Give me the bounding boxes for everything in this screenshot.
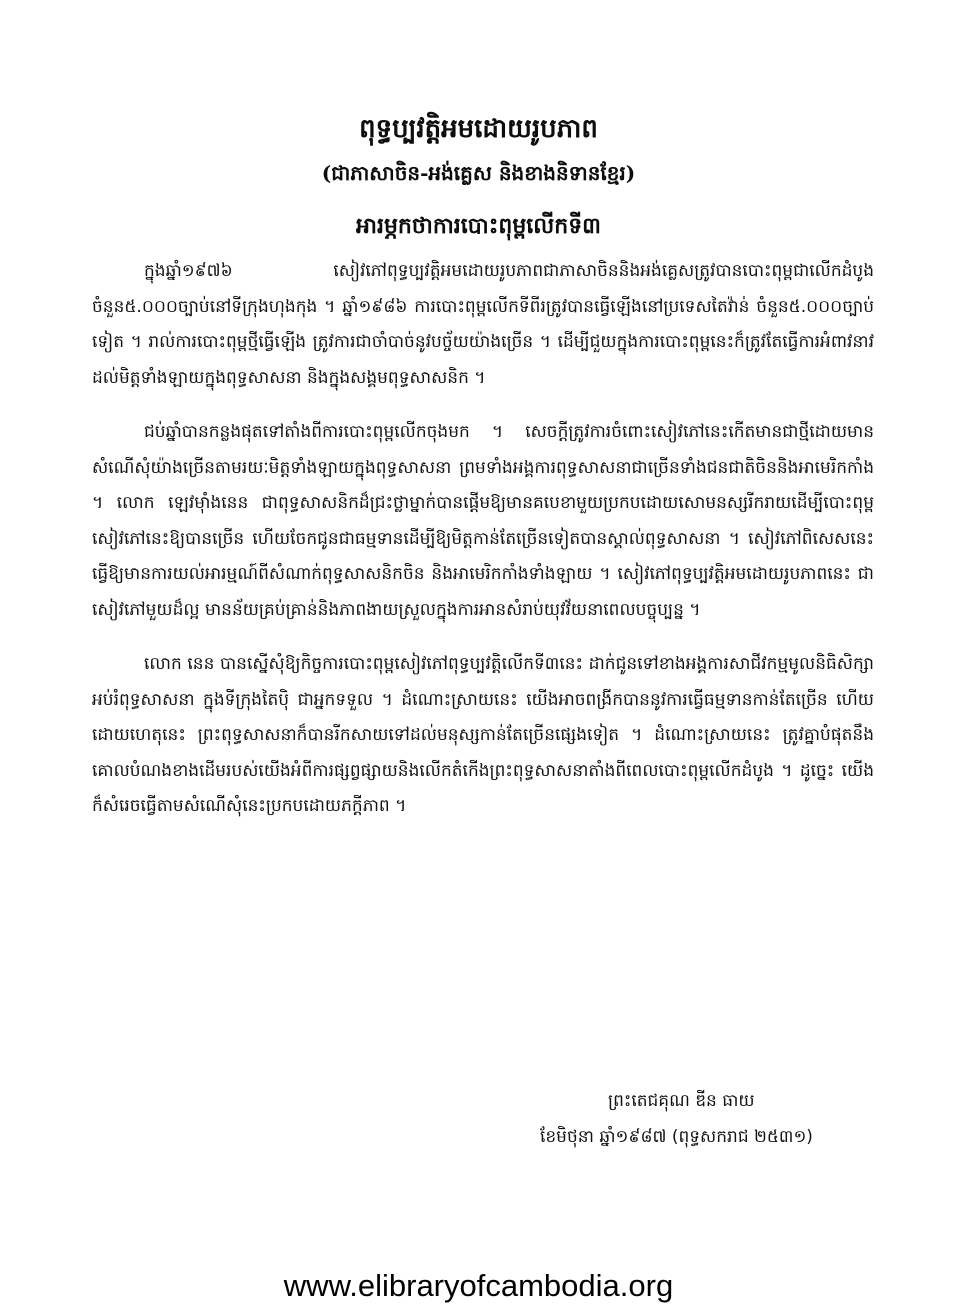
document-subtitle: (ជាភាសាចិន-អង់គ្លេស និងខាងនិទានខ្មែរ) bbox=[321, 161, 636, 185]
paragraph-3: លោក នេន បានស្នើសុំឱ្យកិច្ចការបោះពុម្ពសៀវភៅពុទ្ធប្បវត្តិលើកទី៣នេះ ដាក់ជូនទៅខាងអង្គការសាជីវកម្មមូលនិធិសិក្សាអប់រំពុទ្ធសាសនា ក្នុងទីក្រុងតៃប៉ិ ជាអ្នកទទួល ។ ដំណោះស្រាយនេះ យើងអាចពង្រីកបាននូវការធ្វើធម្មទានកាន់តែច្រើន ហើយដោយហេតុនេះ ព្រះពុទ្ធសាសនាក៏បានរីកសាយទៅដល់មនុស្សកាន់តែច្រើនផ្សេងទៀត ។ ដំណោះស្រាយនេះ ត្រូវគ្នាបំផុតនឹងគោលបំណងខាងដើមរបស់យើងអំពីការផ្សព្វផ្សាយនិងលើកតំកើងព្រះពុទ្ធសាសនាតាំងពីពេលបោះពុម្ពលើកដំបូង ។ ដូច្នេះ យើងក៏សំរេចធ្វើតាមសំណើសុំនេះប្រកបដោយភក្ដីភាព ។ bbox=[92, 654, 874, 816]
signature-line: ព្រះតេជគុណ ឌីន ធាយ bbox=[608, 1091, 755, 1111]
preface-body bbox=[92, 254, 874, 844]
preface-heading: អារម្ភកថាការបោះពុម្ពលើកទី៣ bbox=[356, 213, 601, 239]
paragraph-2: ជប់ឆ្នាំបានកន្លងផុតទៅតាំងពីការបោះពុម្ពលើកចុងមក ។ សេចក្ដីត្រូវការចំពោះសៀវភៅនេះកើតមានជាថ្មីដោយមានសំណើសុំយ៉ាងច្រើនតាមរយៈមិត្តទាំងឡាយក្នុងពុទ្ធសាសនា ព្រមទាំងអង្គការពុទ្ធសាសនាជាច្រើនទាំងជនជាតិចិននិងអាមេរិកកាំង ។ លោក ឡេវម៉ាំងនេន ជាពុទ្ធសាសនិកដ៏ជ្រះថ្លាម្នាក់បានផ្ដើមឱ្យមានគបេខាមួយប្រកបដោយសោមនស្សរីករាយដើម្បីបោះពុម្ពសៀវភៅនេះឱ្យបានច្រើន ហើយចែកជូនជាធម្មទានដើម្បីឱ្យមិត្តកាន់តែច្រើនទៀតបានស្គាល់ពុទ្ធសាសនា ។ សៀវភៅពិសេសនេះធ្វើឱ្យមានការយល់អារម្មណ៍ពីសំណាក់ពុទ្ធសាសនិកចិន និងអាមេរិកកាំងទាំងឡាយ ។ សៀវភៅពុទ្ធប្បវត្តិអមដោយរូបភាពនេះ ជាសៀវភៅមួយដ៏ល្អ មានន័យគ្រប់គ្រាន់និងភាពងាយស្រួលក្នុងការអានសំរាប់យុវវ័យនាពេលបច្ចុប្បន្ន ។ bbox=[92, 422, 874, 620]
date-line: ខែមិថុនា ឆ្នាំ១៩៨៧ (ពុទ្ធសករាជ ២៥៣១) bbox=[540, 1127, 813, 1147]
footer-watermark-url: www.elibraryofcambodia.org bbox=[283, 1268, 674, 1303]
document-title: ពុទ្ធប្បវត្តិអមដោយរូបភាព bbox=[359, 114, 598, 144]
paragraph-1: ក្នុងឆ្នាំ១៩៧៦ សៀវភៅពុទ្ធប្បវត្តិអមដោយរូបភាពជាភាសាចិននិងអង់គ្លេសត្រូវបានបោះពុម្ពជាលើកដំបូងចំនួន៥.០០០ច្បាប់នៅទីក្រុងហុងកុង ។ ឆ្នាំ១៩៨៦ ការបោះពុម្ពលើកទីពីរត្រូវបានធ្វើឡើងនៅប្រទេសតៃវ៉ាន់ ចំនួន៥.០០០ច្បាប់ទៀត ។ រាល់ការបោះពុម្ពថ្មីធ្វើឡើង ត្រូវការជាចាំបាច់នូវបច្ច័យយ៉ាងច្រើន ។ ដើម្បីជួយក្នុងការបោះពុម្ពនេះក៏ត្រូវតែធ្វើការអំពាវនាវដល់មិត្តទាំងឡាយក្នុងពុទ្ធសាសនា និងក្នុងសង្គមពុទ្ធសាសនិក ។ bbox=[92, 261, 874, 388]
